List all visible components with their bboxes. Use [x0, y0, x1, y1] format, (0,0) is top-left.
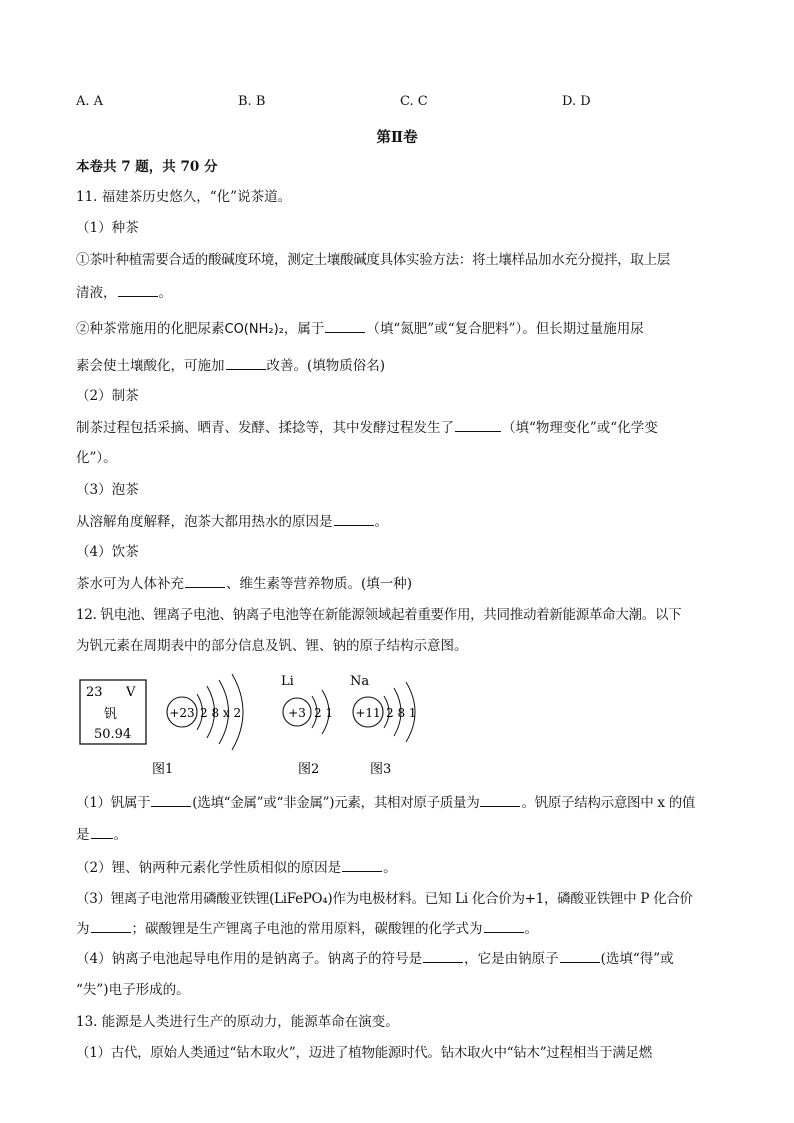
answer-blank[interactable]: [342, 858, 382, 872]
q12-part3-line2: [76, 919, 538, 938]
text: ②种茶常施用的化肥尿素: [76, 321, 225, 337]
answer-blank[interactable]: [118, 283, 158, 297]
answer-blank[interactable]: [91, 825, 113, 839]
q12-part1-line2: [76, 825, 127, 844]
answer-blank[interactable]: [325, 319, 365, 333]
q11-part1-a-line1: ①茶叶种植需要合适的酸碱度环境，测定土壤酸碱度具体实验方法：将土壤样品加水充分搅拌，取上层: [76, 252, 670, 268]
answer-blank[interactable]: [334, 512, 374, 526]
text: (选填“金属”或“非金属”)元素，其相对原子质量为: [192, 795, 480, 811]
q11-part2-line2: 化”）。: [76, 450, 117, 466]
answer-blank[interactable]: [455, 418, 501, 432]
q11-stem: 11. 福建茶历史悠久，“化”说茶道。: [76, 189, 292, 205]
answer-blank[interactable]: [423, 949, 463, 963]
option-c: C. C: [400, 94, 428, 109]
sodium-atom-diagram: [350, 674, 417, 742]
text: 茶水可为人体补充: [76, 576, 184, 592]
atomic-mass: 50.94: [94, 727, 132, 742]
text: 。钒原子结构示意图中 x 的值: [521, 795, 696, 811]
text: 。: [158, 285, 172, 301]
element-box: [80, 680, 146, 744]
text: （填“氮肥”或“复合肥料”）。但长期过量施用尿: [366, 321, 644, 337]
figure-label-3: 图3: [370, 762, 392, 777]
li-label: Li: [281, 674, 294, 689]
li-nucleus: +3: [288, 706, 306, 720]
atomic-structure-figures: [74, 668, 474, 780]
figure-label-2: 图2: [298, 762, 320, 777]
text: 清液，: [76, 285, 117, 301]
text: 是: [76, 827, 90, 843]
na-label: Na: [350, 674, 370, 689]
q13-stem: 13. 能源是人类进行生产的原动力，能源革命在演变。: [76, 1014, 399, 1030]
figure-label-1: 图1: [152, 762, 174, 777]
option-d: D. D: [562, 94, 591, 109]
q11-part1-label: （1）种茶: [76, 220, 139, 236]
option-a: A. A: [76, 94, 104, 109]
element-name: 钒: [104, 707, 118, 722]
v-nucleus: +23: [169, 706, 195, 720]
text: (选填“得”或: [600, 951, 674, 967]
answer-blank[interactable]: [185, 574, 225, 588]
text: （2）锂、钠两种元素化学性质相似的原因是: [76, 860, 342, 876]
q11-part3-line: [76, 512, 388, 531]
q11-part1-b-line1: [76, 319, 644, 339]
text: 改善。(填物质俗名): [266, 358, 386, 374]
text: 。: [383, 860, 397, 876]
text: 素会使土壤酸化，可施加: [76, 358, 225, 374]
q13-part1-line1: （1）古代，原始人类通过“钻木取火”，迈进了植物能源时代。钻木取火中“钻木”过程相当于满足燃: [76, 1045, 652, 1061]
q12-part4-line1: [76, 949, 674, 968]
answer-blank[interactable]: [560, 949, 600, 963]
answer-blank[interactable]: [151, 793, 191, 807]
text: 。: [524, 921, 538, 937]
text: ，它是由钠原子: [464, 951, 559, 967]
text: 。: [374, 514, 388, 530]
q12-stem-line1: 12. 钒电池、锂离子电池、钠离子电池等在新能源领域起着重要作用，共同推动着新能源革命大潮。以下: [76, 607, 682, 623]
q11-part4-label: （4）饮茶: [76, 544, 139, 560]
q12-stem-line2: 为钒元素在周期表中的部分信息及钒、锂、钠的原子结构示意图。: [76, 638, 468, 654]
text: 制茶过程包括采摘、晒青、发酵、揉捻等，其中发酵过程发生了: [76, 420, 454, 436]
text: 。: [113, 827, 127, 843]
element-symbol: V: [126, 685, 136, 700]
q11-part3-label: （3）泡茶: [76, 482, 139, 498]
answer-blank[interactable]: [226, 356, 266, 370]
text: （4）钠离子电池起导电作用的是钠离子。钠离子的符号是: [76, 951, 423, 967]
q11-part4-line: [76, 574, 412, 593]
option-b: B. B: [238, 94, 266, 109]
q12-part2-line: [76, 858, 397, 877]
urea-formula: CO(NH₂)₂: [224, 322, 284, 337]
answer-blank[interactable]: [484, 919, 524, 933]
answer-blank[interactable]: [480, 793, 520, 807]
vanadium-atom-diagram: [167, 674, 243, 750]
q11-part1-a-line2: [76, 283, 172, 302]
atomic-number: 23: [86, 685, 103, 700]
q12-part3-line1: （3）锂离子电池常用磷酸亚铁锂(LiFePO₄)作为电极材料。已知 Li 化合价为+1，磷酸亚铁锂中 P 化合价: [76, 891, 693, 907]
na-electron-shells: 2 8 1: [386, 706, 417, 720]
text: （填“物理变化”或“化学变: [502, 420, 658, 436]
text: （1）钒属于: [76, 795, 151, 811]
q11-part1-b-line2: [76, 356, 385, 375]
q12-part1-line1: [76, 793, 695, 812]
v-electron-shells: 2 8 x 2: [200, 706, 242, 720]
q11-part2-label: （2）制茶: [76, 388, 139, 404]
text: ，属于: [283, 321, 325, 337]
text: 、维生素等营养物质。(填一种): [226, 576, 413, 592]
section-title: 第Ⅱ卷: [376, 129, 418, 146]
q12-part4-line2: “失”)电子形成的。: [76, 982, 190, 998]
text: ；碳酸锂是生产锂离子电池的常用原料，碳酸锂的化学式为: [131, 921, 483, 937]
q11-part2-line1: [76, 418, 658, 437]
na-nucleus: +11: [355, 706, 381, 720]
li-electron-shells: 2 1: [314, 706, 334, 720]
section-intro: 本卷共 7 题，共 70 分: [76, 159, 218, 175]
text: 为: [76, 921, 90, 937]
lithium-atom-diagram: [281, 674, 333, 734]
answer-blank[interactable]: [91, 919, 131, 933]
text: 从溶解角度解释，泡茶大都用热水的原因是: [76, 514, 333, 530]
